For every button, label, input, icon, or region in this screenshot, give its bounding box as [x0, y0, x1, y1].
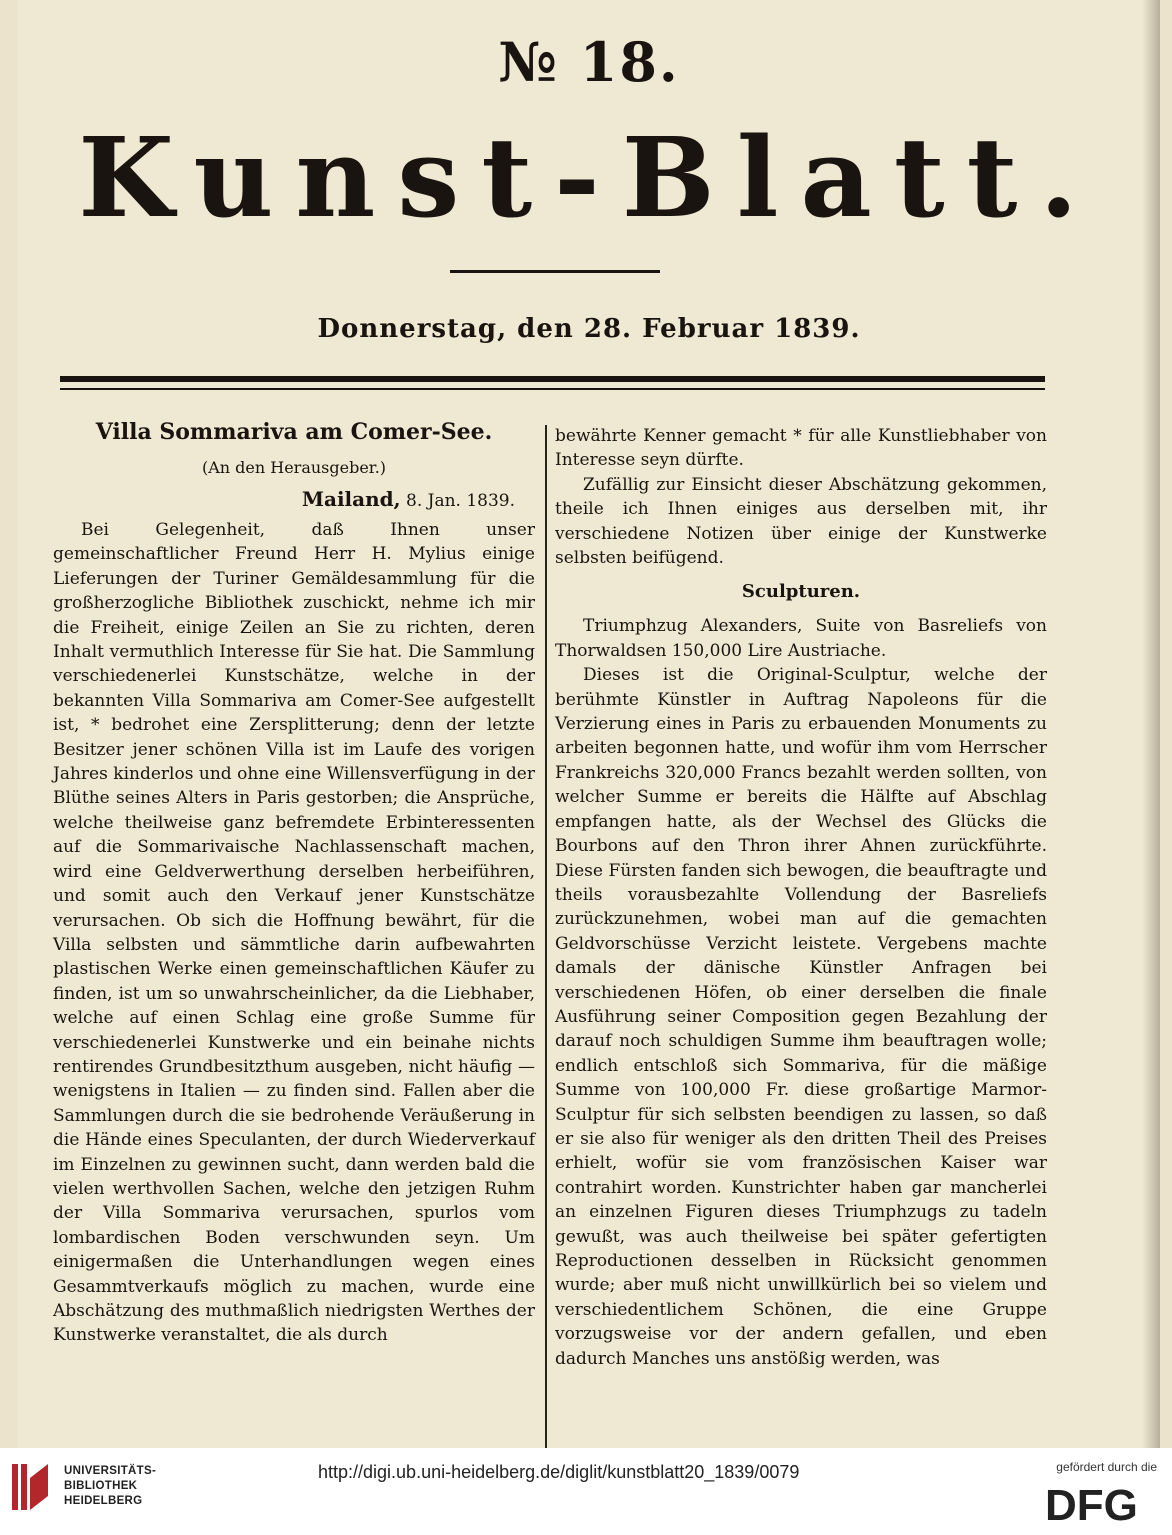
university-name-line2: BIBLIOTHEK [64, 1480, 138, 1492]
article-subhead: (An den Herausgeber.) [201, 458, 387, 477]
left-column [53, 412, 535, 1348]
header-rule-thin [60, 388, 1045, 390]
permalink-url[interactable]: http://digi.ub.uni-heidelberg.de/diglit/kunstblatt20_1839/0079 [318, 1462, 800, 1482]
university-name-line3: HEIDELBERG [64, 1495, 143, 1507]
right-column [555, 424, 1047, 1371]
footer-bar [0, 1448, 1172, 1535]
article-paragraph: Zufällig zur Einsicht dieser Abschätzung gekommen, theile ich Ihnen einiges aus derselben mit, ihr verschiedene Notizen über einige der Kunstwerke selbsten beifügend. [555, 474, 1047, 569]
sponsor-text: gefördert durch die [1056, 1460, 1157, 1474]
university-name-line1: UNIVERSITÄTS- [64, 1465, 157, 1477]
newspaper-page [18, 0, 1160, 1448]
university-name[interactable] [64, 1464, 156, 1509]
masthead-rule [450, 270, 660, 273]
university-logo-icon[interactable] [8, 1458, 56, 1516]
logo-bar-1 [12, 1464, 18, 1510]
article-paragraph: Bei Gelegenheit, daß Ihnen unser gemeinschaftlicher Freund Herr H. Mylius einige Lieferungen der Turiner Gemäldesammlung für die großherzogliche Bibliothek zuschickt, nehme ich mir die Freiheit, einige Zeilen an Sie zu richten, deren Inhalt vermuthlich Interesse für Sie hat. Die Sammlung verschiedenerlei Kunstschätze, welche in der bekannten Villa Sommariva am Comer-See aufgestellt ist, * bedrohet eine Zersplitterung; denn der letzte Besitzer jener schönen Villa ist im Laufe des vorigen Jahres kinderlos und ohne eine Willensverfügung in der Blüthe seines Alters in Paris gestorben; die Ansprüche, welche theilweise ganz befremdete Erbinteressenten auf die Sommarivaische Nachlassenschaft machen, wird eine Geldverwerthung derselben herbeiführen, und somit auch den Verkauf jener Kunstschätze verursachen. Ob sich die Hoffnung bewährt, für die Villa selbsten und sämmtliche darin aufbewahrten plastischen Werke einen gemeinschaftlichen Käufer zu finden, ist um so unwahrscheinlicher, da die Liebhaber, welche auf einen Schlag eine große Summe für verschiedenerlei Kunstwerke und ein beinahe nichts rentirendes Grundbesitzthum ausgeben, nicht häufig — wenigstens in Italien — zu finden sind. Fallen aber die Sammlungen durch die sie bedrohende Veräußerung in die Hände eines Speculanten, der durch Wiederverkauf im Einzelnen zu gewinnen sucht, dann werden bald die vielen werthvollen Sachen, welche den jetzigen Ruhm der Villa Sommariva verursachen, spurlos vom lombardischen Boden verschwunden seyn. Um einigermaßen die Unterhandlungen wegen eines Gesammtverkaufs möglich zu machen, wurde eine Abschätzung des muthmaßlich niedrigsten Werthes der Kunstwerke veranstaltet, die als durch [53, 520, 535, 1346]
page-edge-shadow [1142, 0, 1160, 1448]
article-headline: Villa Sommariva am Comer-See. [95, 419, 493, 445]
issue-number-symbol: № [498, 30, 559, 94]
dfg-logo-icon[interactable] [1045, 1480, 1160, 1526]
header-rule-thick [60, 376, 1045, 382]
section-title: Sculpturen. [741, 581, 861, 603]
article-place-date: 8. Jan. 1839. [406, 491, 515, 511]
artwork-title: Triumphzug Alexanders, Suite von Basreliefs von Thorwaldsen 150,000 Lire Austriache. [555, 616, 1047, 661]
article-dateline [53, 486, 515, 514]
article-paragraph: Dieses ist die Original-Sculptur, welche der berühmte Künstler in Auftrag Napoleons für die Verzierung eines in Paris zu erbauenden Monuments zu arbeiten begonnen hatte, und wofür ihm vom Herrscher Frankreichs 320,000 Francs bezahlt werden sollten, von welcher Summe er bereits die Hälfte auf Abschlag empfangen hatte, als der Wechsel des Glücks die Bourbons auf den Thron ihrer Ahnen zurückführte. Diese Fürsten fanden sich bewogen, die beauftragte und theils vorausbezahlte Vollendung der Basreliefs zurückzunehmen, wobei man auf die gemachten Geldvorschüsse Verzicht leistete. Vergebens machte damals der dänische Künstler Anfragen bei verschiedenen Höfen, ob einer derselben die finale Ausführung seiner Composition gegen Bezahlung der darauf noch schuldigen Summe ihm beauftragen wolle; endlich entschloß sich Sommariva, für die mäßige Summe von 100,000 Fr. diese großartige Marmor-Sculptur für sich selbsten beendigen zu lassen, so daß er sie also für weniger als den dritten Theil des Preises erhielt, wofür sie vom französischen Kaiser war contrahirt worden. Kunstrichter haben gar mancherlei an einzelnen Figuren dieses Triumphzugs zu tadeln gewußt, was auch theilweise bei später gefertigten Reproductionen desselben in Rücksicht genommen wurde; aber muß nicht unwillkürlich bei so vielem und verschiedentlichem Schönen, die eine Gruppe vorzugsweise vor der andern gefallen, und eben dadurch Manches uns anstößig werden, was [555, 665, 1047, 1369]
issue-date: Donnerstag, den 28. Februar 1839. [317, 314, 861, 344]
article-paragraph: bewährte Kenner gemacht * für alle Kunstliebhaber von Interesse seyn dürfte. [555, 426, 1047, 471]
issue-number [18, 30, 1160, 94]
issue-number-value: 18. [579, 30, 680, 94]
column-divider [545, 425, 547, 1448]
dfg-logo-text: DFG [1045, 1481, 1138, 1526]
logo-bar-2 [21, 1464, 27, 1510]
article-place: Mailand, [301, 487, 401, 511]
logo-wing [30, 1464, 48, 1510]
newspaper-title: Kunst-Blatt. [78, 113, 1100, 242]
